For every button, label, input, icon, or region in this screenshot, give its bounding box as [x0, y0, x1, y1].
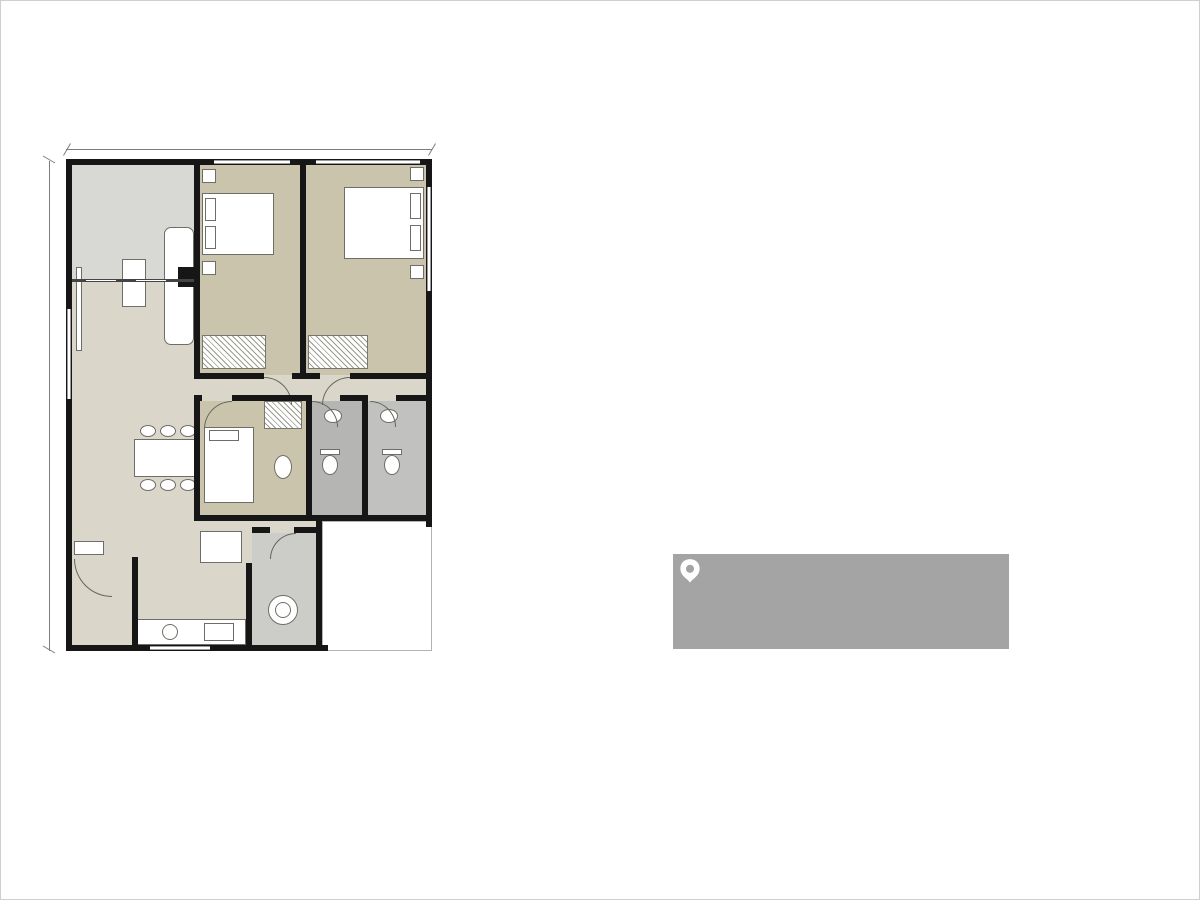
wall	[194, 395, 200, 521]
wardrobe-furniture	[308, 335, 368, 369]
wardrobe-furniture	[202, 335, 266, 369]
window	[214, 160, 290, 164]
kitchen-cabinet-furniture	[200, 531, 242, 563]
watermark-overlay	[673, 554, 1009, 649]
nightstand-furniture	[410, 265, 424, 279]
wall	[362, 395, 368, 521]
dimension-height-line	[49, 161, 50, 651]
toilet-fixture	[274, 455, 292, 479]
pillow-furniture	[410, 193, 421, 219]
dimension-width-line	[66, 149, 432, 150]
wall	[232, 395, 312, 401]
pillow-furniture	[205, 226, 216, 249]
section-wall-finishes-internal	[883, 240, 1183, 246]
dining-table-furniture	[134, 439, 196, 477]
nightstand-furniture	[202, 261, 216, 275]
toilet-fixture	[384, 455, 400, 475]
pillow-furniture	[209, 430, 239, 441]
nightstand-furniture	[202, 169, 216, 183]
window	[67, 309, 71, 399]
kitchen-sink-fixture	[162, 624, 178, 640]
toilet-fixture	[322, 455, 338, 475]
floor-plan	[66, 159, 432, 651]
wall	[292, 373, 320, 379]
wall	[66, 159, 72, 651]
wall	[252, 527, 270, 533]
wall	[178, 267, 198, 287]
dining-chair-furniture	[160, 425, 176, 437]
stove-fixture	[204, 623, 234, 641]
wall	[316, 521, 322, 651]
external-ledge	[322, 521, 432, 651]
wall	[350, 373, 432, 379]
dining-chair-furniture	[140, 479, 156, 491]
window	[150, 646, 210, 650]
wall	[306, 395, 312, 521]
window	[316, 160, 420, 164]
dining-chair-furniture	[160, 479, 176, 491]
wall	[300, 159, 306, 379]
wall	[246, 563, 252, 651]
pillow-furniture	[410, 225, 421, 251]
wall	[132, 557, 138, 651]
sliding-door-leaf	[86, 280, 116, 281]
window	[427, 187, 431, 291]
coffee-table-furniture	[122, 259, 146, 307]
watermark-brand-row	[679, 558, 1009, 589]
nightstand-furniture	[410, 167, 424, 181]
wall	[194, 373, 264, 379]
wall	[294, 527, 322, 533]
pillow-furniture	[205, 198, 216, 221]
wardrobe-furniture	[264, 401, 302, 429]
iproperty-pin-icon	[679, 558, 701, 589]
shoe-cabinet-furniture	[74, 541, 104, 555]
wall	[396, 395, 432, 401]
sliding-door-leaf	[136, 280, 166, 281]
dining-chair-furniture	[140, 425, 156, 437]
washer-drum-fixture	[275, 602, 291, 618]
wall	[194, 515, 432, 521]
